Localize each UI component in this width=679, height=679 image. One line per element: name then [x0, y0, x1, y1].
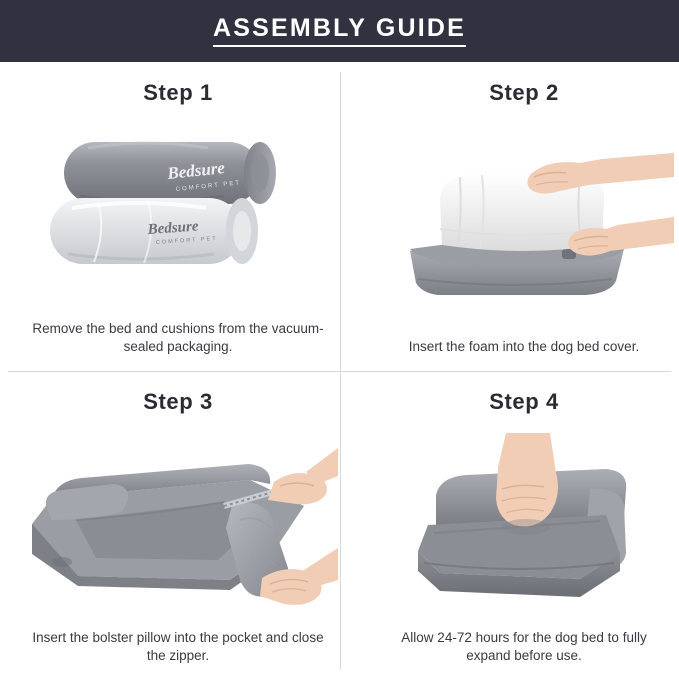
press-shadow [502, 519, 550, 535]
vacuum-sealed-rolls-graphic [28, 124, 328, 304]
step-4-illustration [374, 417, 674, 629]
step-3-title: Step 3 [143, 388, 213, 414]
steps-grid [0, 62, 679, 679]
header-bar [0, 0, 679, 62]
step-4-title: Step 4 [489, 388, 559, 414]
upper-hand [268, 448, 338, 504]
hand-pressing-bed-graphic [374, 433, 674, 613]
hands-inserting-foam-graphic [374, 133, 674, 313]
light-roll [50, 198, 258, 264]
step-3-illustration [18, 417, 338, 629]
page-title: ASSEMBLY GUIDE [213, 15, 466, 47]
bed-label [52, 557, 72, 567]
brand-text-dark-roll: Bedsure [166, 158, 226, 184]
step-4-cell [356, 371, 679, 679]
step-3-caption: Insert the bolster pillow into the pocket and close the zipper. [32, 629, 324, 663]
brand-text-light-roll: Bedsure [147, 218, 199, 239]
step-1-caption: Remove the bed and cushions from the vacuum-sealed packaging. [32, 321, 324, 355]
step-2-caption: Insert the foam into the dog bed cover. [408, 339, 640, 355]
brand-subtext-dark-roll: COMFORT PET [175, 180, 242, 194]
dark-roll [64, 142, 276, 204]
step-4-caption: Allow 24-72 hours for the dog bed to fully expand before use. [401, 629, 647, 663]
step-1-illustration [18, 108, 338, 320]
step-1-cell [0, 62, 356, 371]
step-3-cell [0, 371, 356, 679]
step-2-title: Step 2 [489, 80, 559, 105]
step-2-cell [356, 62, 679, 371]
hands-zipping-bolster-graphic [18, 428, 338, 618]
brand-subtext-light-roll: COMFORT PET [155, 235, 218, 247]
step-2-illustration [374, 108, 674, 338]
step-1-title: Step 1 [143, 80, 213, 105]
